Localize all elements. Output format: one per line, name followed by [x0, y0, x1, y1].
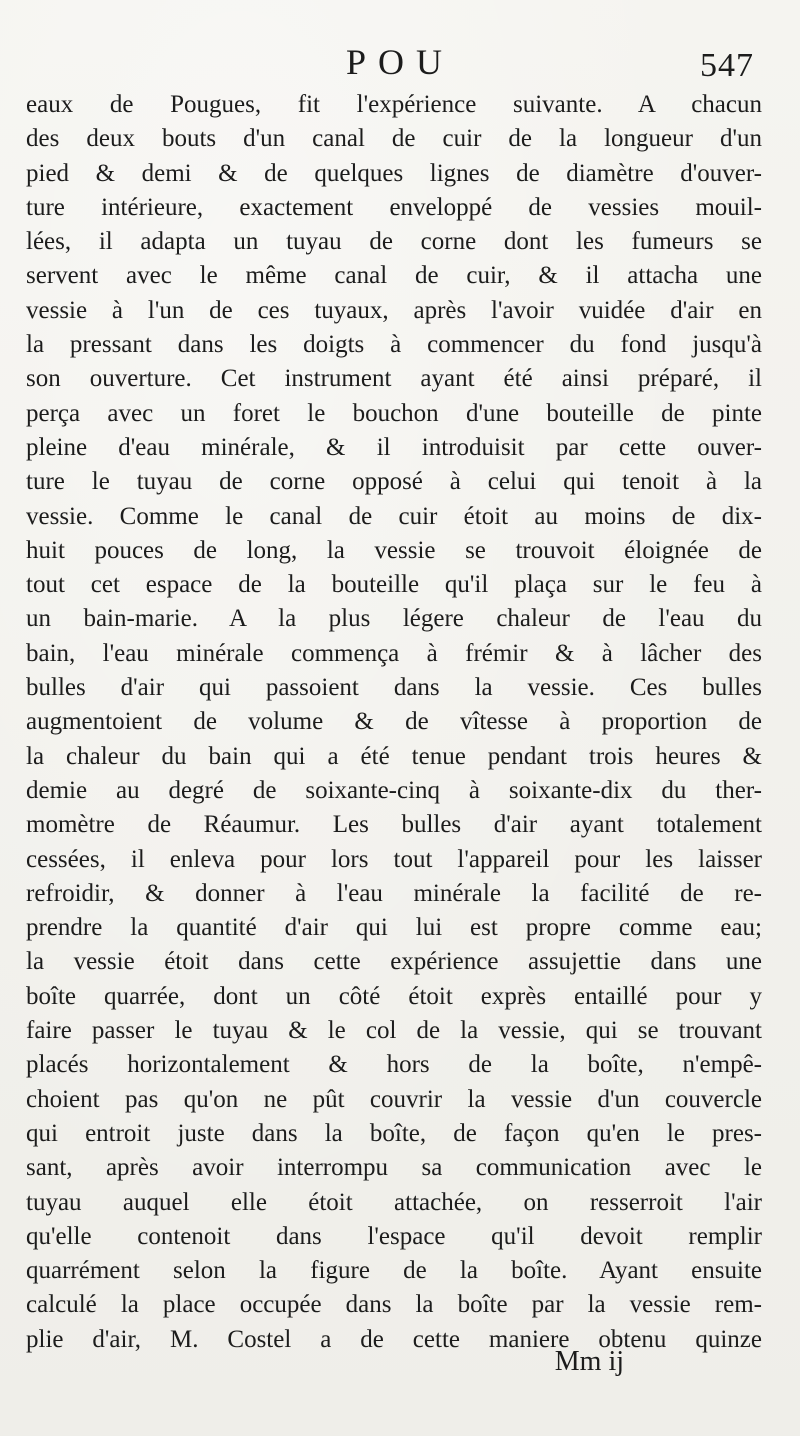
text-line: eaux de Pougues, fit l'expérience suivante. A chacun [26, 91, 762, 118]
text-line: la chaleur du bain qui a été tenue pendant trois heures & [26, 742, 762, 770]
text-line: tout cet espace de la bouteille qu'il plaça sur le feu à [26, 571, 762, 599]
text-line: prendre la quantité d'air qui lui est propre comme eau; [26, 914, 762, 942]
text-line: un bain-marie. A la plus légere chaleur de l'eau du [26, 605, 762, 633]
text-line: perça avec un foret le bouchon d'une bouteille de pinte [26, 399, 762, 427]
text-line: quarrément selon la figure de la boîte. Ayant ensuite [26, 1257, 762, 1285]
text-line: des deux bouts d'un canal de cuir de la longueur d'un [26, 125, 762, 153]
text-line: plie d'air, M. Costel a de cette maniere obtenu quinze [26, 1325, 762, 1353]
page-number: 547 [700, 47, 754, 84]
text-line: son ouverture. Cet instrument ayant été ainsi préparé, il [26, 365, 762, 393]
text-line: momètre de Réaumur. Les bulles d'air ayant totalement [26, 811, 762, 839]
running-head: POU [345, 42, 455, 82]
text-line: pied & demi & de quelques lignes de diamètre d'ouver- [26, 159, 762, 187]
text-line: ture intérieure, exactement enveloppé de vessies mouil- [26, 193, 762, 221]
text-line: sant, après avoir interrompu sa communication avec le [26, 1154, 762, 1182]
text-line: demie au degré de soixante-cinq à soixante-dix du ther- [26, 776, 762, 804]
text-line: la pressant dans les doigts à commencer du fond jusqu'à [26, 331, 762, 359]
text-line: faire passer le tuyau & le col de la vessie, qui se trouvant [26, 1017, 762, 1045]
text-line: calculé la place occupée dans la boîte par la vessie rem- [26, 1291, 762, 1319]
text-line: vessie. Comme le canal de cuir étoit au moins de dix- [26, 502, 762, 530]
page-header [0, 36, 800, 96]
body-text [26, 88, 762, 1357]
text-line: tuyau auquel elle étoit attachée, on resserroit l'air [26, 1188, 762, 1216]
text-line: choient pas qu'on ne pût couvrir la vessie d'un couvercle [26, 1085, 762, 1113]
text-line: bain, l'eau minérale commença à frémir & à lâcher des [26, 639, 762, 667]
text-line: pleine d'eau minérale, & il introduisit par cette ouver- [26, 433, 762, 461]
text-line: lées, il adapta un tuyau de corne dont les fumeurs se [26, 228, 762, 256]
text-line: la vessie étoit dans cette expérience assujettie dans une [26, 948, 762, 976]
text-line: servent avec le même canal de cuir, & il attacha une [26, 262, 762, 290]
text-line: vessie à l'un de ces tuyaux, après l'avoir vuidée d'air en [26, 296, 762, 324]
text-line: qu'elle contenoit dans l'espace qu'il devoit remplir [26, 1222, 762, 1250]
text-line: augmentoient de volume & de vîtesse à proportion de [26, 708, 762, 736]
text-line: refroidir, & donner à l'eau minérale la facilité de re- [26, 879, 762, 907]
text-line: huit pouces de long, la vessie se trouvoit éloignée de [26, 536, 762, 564]
text-line: bulles d'air qui passoient dans la vessie. Ces bulles [26, 674, 762, 702]
text-line: ture le tuyau de corne opposé à celui qui tenoit à la [26, 468, 762, 496]
signature-mark: Mm ij [554, 1346, 624, 1377]
text-line: cessées, il enleva pour lors tout l'appareil pour les laisser [26, 845, 762, 873]
text-line: qui entroit juste dans la boîte, de façon qu'en le pres- [26, 1119, 762, 1147]
text-line: boîte quarrée, dont un côté étoit exprès entaillé pour y [26, 982, 762, 1010]
text-line: placés horizontalement & hors de la boîte, n'empê- [26, 1051, 762, 1079]
